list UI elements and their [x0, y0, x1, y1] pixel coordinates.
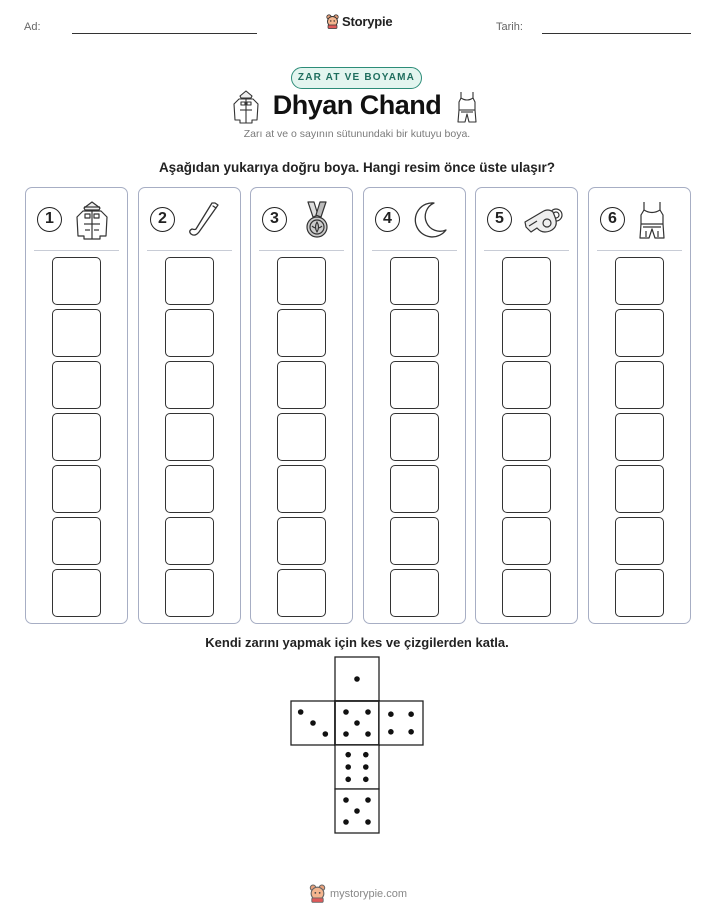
color-box[interactable]: [502, 257, 551, 305]
color-box[interactable]: [277, 465, 326, 513]
color-box[interactable]: [165, 361, 214, 409]
activity-badge: ZAR AT VE BOYAMA: [291, 67, 422, 89]
page-title: Dhyan Chand: [272, 90, 442, 120]
column-number: 4: [375, 207, 400, 232]
color-box[interactable]: [502, 361, 551, 409]
dice-pip: [354, 720, 360, 726]
color-box[interactable]: [615, 517, 664, 565]
dice-face-5: [335, 701, 379, 745]
color-box[interactable]: [390, 517, 439, 565]
column-header: [139, 188, 240, 250]
color-box[interactable]: [165, 569, 214, 617]
bear-mascot-icon: [309, 884, 326, 903]
dice-pip: [408, 729, 414, 735]
dice-pip: [345, 777, 351, 783]
color-box[interactable]: [52, 257, 101, 305]
color-box[interactable]: [277, 569, 326, 617]
column-2: [138, 187, 241, 624]
column-3: [250, 187, 353, 624]
name-label: Ad:: [24, 21, 41, 33]
color-box[interactable]: [165, 257, 214, 305]
color-box[interactable]: [277, 517, 326, 565]
color-box[interactable]: [615, 465, 664, 513]
column-divider: [372, 250, 457, 251]
column-number: 6: [600, 207, 625, 232]
color-box[interactable]: [165, 413, 214, 461]
color-box[interactable]: [502, 413, 551, 461]
color-box[interactable]: [52, 569, 101, 617]
color-box[interactable]: [52, 361, 101, 409]
dice-pip: [365, 819, 371, 825]
dice-pip: [408, 711, 414, 717]
color-box[interactable]: [277, 257, 326, 305]
column-number: 5: [487, 207, 512, 232]
column-header: [251, 188, 352, 250]
column-5: [475, 187, 578, 624]
dice-pip: [363, 764, 369, 770]
color-box[interactable]: [502, 569, 551, 617]
dice-face-6: [335, 745, 379, 789]
color-box[interactable]: [502, 309, 551, 357]
color-box[interactable]: [615, 257, 664, 305]
dice-face-5: [335, 789, 379, 833]
dice-pip: [354, 676, 360, 682]
date-line[interactable]: [542, 33, 691, 34]
dice-pip: [354, 808, 360, 814]
column-divider: [259, 250, 344, 251]
color-box[interactable]: [502, 517, 551, 565]
color-box[interactable]: [390, 569, 439, 617]
dice-instruction: Kendi zarını yapmak için kes ve çizgilerden katla.: [205, 635, 509, 650]
dice-pip: [365, 709, 371, 715]
column-header: [476, 188, 577, 250]
column-6: [588, 187, 691, 624]
column-divider: [484, 250, 569, 251]
column-number: 1: [37, 207, 62, 232]
color-box[interactable]: [52, 309, 101, 357]
dice-face-3: [291, 701, 335, 745]
column-1: [25, 187, 128, 624]
dice-pip: [388, 711, 394, 717]
color-box[interactable]: [390, 257, 439, 305]
bear-mascot-icon: [326, 14, 339, 29]
column-header: [589, 188, 690, 250]
color-box[interactable]: [615, 361, 664, 409]
color-box[interactable]: [615, 569, 664, 617]
dice-pip: [310, 720, 316, 726]
footer-url: mystorypie.com: [330, 887, 408, 900]
color-box[interactable]: [165, 465, 214, 513]
medal-icon: [297, 200, 337, 245]
column-4: [363, 187, 466, 624]
instruction: Aşağıdan yukarıya doğru boya. Hangi resim önce üste ulaşır?: [158, 160, 556, 175]
column-divider: [147, 250, 232, 251]
military-coat-icon: [72, 200, 112, 245]
color-box[interactable]: [277, 361, 326, 409]
dice-pip: [343, 819, 349, 825]
whistle-icon: [522, 200, 566, 245]
color-box[interactable]: [165, 517, 214, 565]
color-box[interactable]: [390, 413, 439, 461]
hockey-stick-icon: [185, 200, 225, 245]
dice-pip: [345, 752, 351, 758]
dice-pip: [345, 764, 351, 770]
dice-face-4: [379, 701, 423, 745]
color-box[interactable]: [502, 465, 551, 513]
brand-logo: [326, 14, 392, 29]
color-box[interactable]: [615, 413, 664, 461]
dice-pip: [343, 731, 349, 737]
crescent-moon-icon: [410, 200, 450, 245]
sports-jersey-icon: [635, 200, 669, 245]
color-box[interactable]: [277, 309, 326, 357]
color-box[interactable]: [390, 309, 439, 357]
dice-pip: [323, 731, 329, 737]
column-divider: [34, 250, 119, 251]
color-box[interactable]: [390, 465, 439, 513]
subtitle: Zarı at ve o sayının sütunundaki bir kutuyu boya.: [243, 128, 471, 140]
dice-pip: [365, 797, 371, 803]
sports-jersey-icon: [455, 90, 479, 124]
column-header: [26, 188, 127, 250]
dice-pip: [365, 731, 371, 737]
color-box[interactable]: [615, 309, 664, 357]
column-divider: [597, 250, 682, 251]
dice-pip: [388, 729, 394, 735]
dice-pip: [343, 709, 349, 715]
footer: [309, 884, 407, 903]
color-box[interactable]: [165, 309, 214, 357]
color-box[interactable]: [52, 517, 101, 565]
dice-pip: [343, 797, 349, 803]
color-box[interactable]: [52, 413, 101, 461]
dice-pip: [363, 752, 369, 758]
name-line[interactable]: [72, 33, 257, 34]
column-number: 2: [150, 207, 175, 232]
color-box[interactable]: [52, 465, 101, 513]
dice-face-1: [335, 657, 379, 701]
dice-pip: [298, 709, 304, 715]
color-box[interactable]: [277, 413, 326, 461]
dice-pip: [363, 777, 369, 783]
column-header: [364, 188, 465, 250]
column-number: 3: [262, 207, 287, 232]
header: [0, 14, 714, 44]
brand-name: Storypie: [342, 14, 393, 29]
date-label: Tarih:: [496, 21, 523, 33]
color-box[interactable]: [390, 361, 439, 409]
